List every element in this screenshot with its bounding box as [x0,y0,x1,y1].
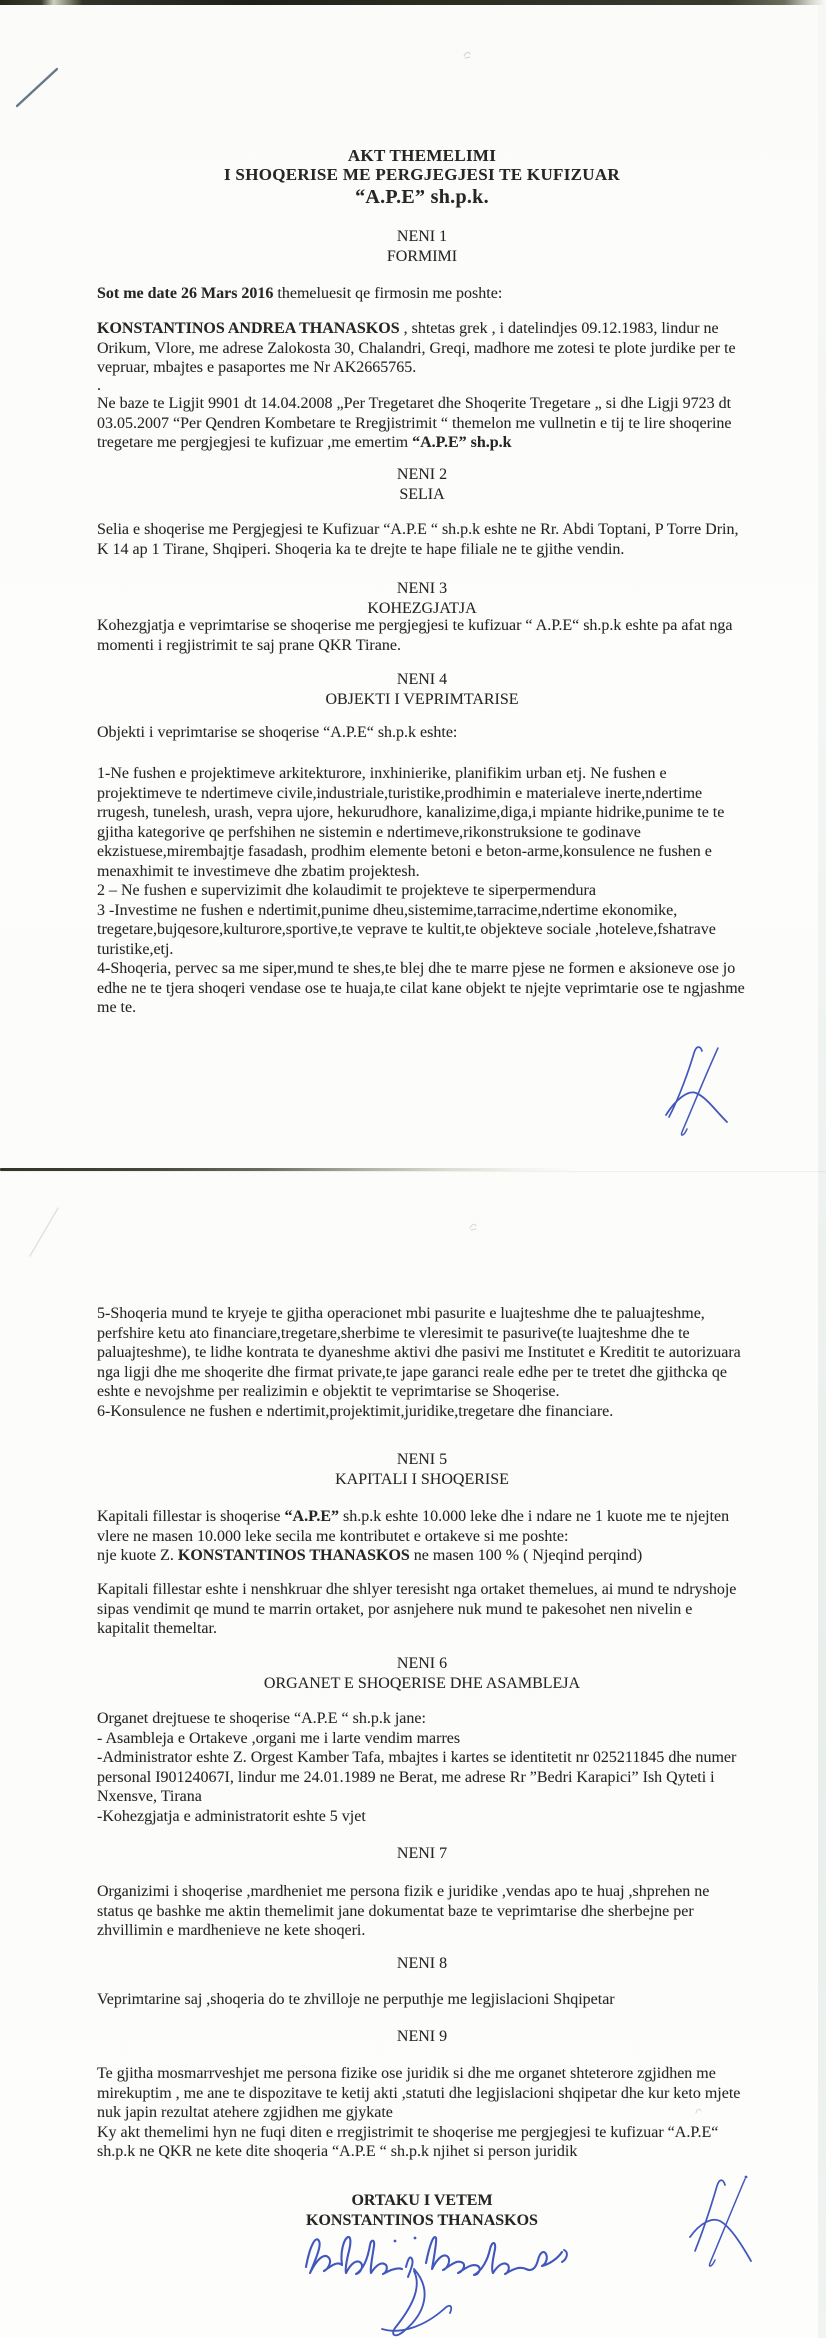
administrator-term-line: -Kohezgjatja e administratorit eshte 5 vjet [97,1807,366,1825]
title-line-1: AKT THEMELIMI [347,146,497,165]
neni5-heading-block [97,1450,747,1489]
scan-top-edge-strip [0,0,826,5]
neni6-subheading: ORGANET E SHOQERISE DHE ASAMBLEJA [263,1674,581,1692]
quota-text: nje kuote Z. [97,1547,178,1564]
neni1-subheading: FORMIMI [386,247,458,265]
neni7-heading-block [97,1844,747,1864]
founder-paragraph [97,319,747,378]
activity-item-5: 5-Shoqeria mund te kryeje te gjitha operacionet mbi pasurite e luajteshme dhe te paluajteshme, perfshire ketu ato financiare,tregetare,sherbime te vleresimit te pasurive(te luajteshme dhe te paluajteshme), te lidhe kontrata te dyaneshme aktivi dhe pasivi me Institutet e Kreditit te autorizuara nga ligji dhe me shoqerite dhe firmat private,te jape garanci reale edhe per te tretet dhe gjithcka qe eshte e nevojshme per realizimin e objektit te veprimtarise se Shoqerise. [97,1305,741,1400]
neni4-heading-block [97,670,747,709]
governing-bodies-block [97,1709,747,1826]
activity-item-6: 6-Konsulence ne fushen e ndertimit,projektimit,juridike,tregetare dhe financiare. [97,1402,614,1420]
neni5-subheading: KAPITALI I SHOQERISE [335,1470,509,1488]
neni5-heading: NENI 5 [396,1451,448,1468]
neni6-heading: NENI 6 [396,1655,448,1672]
neni3-subheading: KOHEZGJATJA [367,599,477,617]
activity-list-continued [97,1304,747,1421]
closing-block [97,2191,747,2230]
neni8-heading-block [97,1954,747,1974]
neni3-heading-block [97,579,747,618]
intro-date: Sot me date 26 Mars 2016 [97,285,274,302]
neni1-heading: NENI 1 [396,228,448,245]
stray-dot-line: . [97,377,101,394]
pen-stroke-mark [15,66,59,108]
bleed-through-stroke [28,1206,60,1258]
quota-holder-name: KONSTANTINOS THANASKOS [177,1547,410,1564]
quota-share: ne masen 100 % ( Njeqind perqind) [409,1547,643,1564]
activity-item-3: 3 -Investime ne fushen e ndertimit,punime dheu,sistemime,tarracime,ndertime ekonomike, tregetare,bujqesore,kulturore,sportive,te veprave te kultit,te objekteve sociale ,hoteleve,fshatrave turistike,etj. [97,901,716,958]
legal-basis-paragraph [97,394,747,453]
founder-details: , shtetas grek , i datelindjes 09.12.1983, lindur ne Orikum, Vlore, me adrese Zalokosta 30, Chalandri, Greqi, madhore me zotesi te plote jurdike per te vepruar, mbajtes e pasaportes me Nr AK2665765. [97,320,736,376]
neni3-body: Kohezgjatja e veprimtarise se shoqerise me pergjegjesi te kufizuar “ A.P.E“ sh.p.k eshte pa afat nga momenti i regjistrimit te saj prane QKR Tirane. [97,617,733,654]
activity-item-1: 1-Ne fushen e projektimeve arkitekturore, inxhinierike, planifikim urban etj. Ne fushen e projektimeve te ndertimeve civile,industriale,turistike,prodhimin e materialeve inerte,ndertime rrugesh, tunelesh, urash, vepra ujore, hekurudhore, kanalizime,diga,i mpiante hidrike,punime te te gjitha kategorive qe perfshihen ne sistemin e ndertimeve,rikonstruksione te godinave ekzistuese,mirembajtje fasadash, prodhim elemente betoni e beton-arme,konsulence ne fushen e menaxhimit te investimeve dhe zbatim projektesh. [97,765,725,880]
sole-partner-label: ORTAKU I VETEM [351,2192,493,2209]
capital-company-name: “A.P.E” [284,1508,340,1525]
governing-bodies-lead: Organet drejtuese te shoqerise “A.P.E “ sh.p.k jane: [97,1710,426,1727]
founder-initials-signature-2 [683,2173,757,2271]
founder-initials-signature [658,1042,734,1142]
neni7-body: Organizimi i shoqerise ,mardheniet me persona fizik e juridike ,vendas apo te huaj ,shprehen ne status qe bashke me aktin themelimit jane dokumentat baze te veprimtarise dhe sherbejne per zhvillimin e mardhenieve ne kete shoqeri. [97,1883,710,1939]
company-name-title: “A.P.E” sh.p.k. [355,186,489,208]
neni2-body: Selia e shoqerise me Pergjegjesi te Kufizuar “A.P.E “ sh.p.k eshte ne Rr. Abdi Toptani, P Torre Drin, K 14 ap 1 Tirane, Shqiperi. Shoqeria ka te drejte te hape filiale ne te gjithe vendin. [97,521,739,558]
founder-full-signature [298,2229,580,2338]
intro-rest: themeluesit qe firmosin me poshte: [273,285,503,302]
neni2-heading: NENI 2 [396,466,448,483]
title-line-2: I SHOQERISE ME PERGJEGJESI TE KUFIZUAR [223,165,621,184]
neni4-lead: Objekti i veprimtarise se shoqerise “A.P.E“ sh.p.k eshte: [97,724,458,741]
capital-text-cont: sh.p.k eshte 10.000 leke dhe i ndare ne 1 kuote me te njejten vlere ne masen 10.000 leke secila me kontributet e ortakeve si me poshte: [97,1508,730,1545]
capital-text: Kapitali fillestar is shoqerise [97,1508,285,1525]
neni3-heading: NENI 3 [396,580,448,597]
activity-item-4: 4-Shoqeria, pervec sa me siper,mund te shes,te blej dhe te marre pjese ne formen e aksioneve ose jo edhe ne te tjera shoqeri vendase ose te huaja,te cilat kane objekt te njejte veprimtarie ose te ngjashme me te. [97,960,745,1016]
neni4-subheading: OBJEKTI I VEPRIMTARISE [325,690,519,708]
assembly-line: - Asambleja e Ortakeve ,organi me i larte vendim marres [97,1729,461,1747]
legal-company-name: “A.P.E” sh.p.k [412,434,512,451]
neni9-heading: NENI 9 [396,2028,448,2045]
capital-paragraph [97,1507,747,1566]
document-title [97,146,747,209]
page-separator-line [0,1168,826,1171]
capital-subscription-paragraph: Kapitali fillestar eshte i nenshkruar dhe shlyer teresisht nga ortaket themelues, ai mund te ndryshoje sipas vendimit qe mund te marrin ortaket, por asnjehere nuk mund te pakesohet nen nivelin e kapitalit themeltar. [97,1581,737,1637]
scan-smudge-icon [468,1220,478,1232]
founder-name: KONSTANTINOS ANDREA THANASKOS [97,320,400,337]
activity-item-2: 2 – Ne fushen e supervizimit dhe kolaudimit te projekteve te siperpermendura [97,882,596,899]
administrator-line: -Administrator eshte Z. Orgest Kamber Tafa, mbajtes i kartes se identitetit nr 025211845 dhe numer personal I90124067I, lindur me 24.01.1989 ne Berat, me adrese Rr ”Bedri Karapici” Ish Qyteti i Nxensve, Tirana [97,1749,737,1805]
intro-paragraph [97,284,747,304]
neni2-heading-block [97,465,747,504]
neni4-heading: NENI 4 [396,671,448,688]
legal-basis-text: Ne baze te Ligjit 9901 dt 14.04.2008 „Per Tregetaret dhe Shoqerite Tregetare „ si dhe Ligji 9723 dt 03.05.2007 “Per Qendren Kombetare te Rregjistrimit “ themelon me vullnetin e tij te lire shoqerine tregetare me pergjegjesi te kufizuar ,me emertim [97,395,732,451]
neni9-body [97,2064,747,2162]
neni9-heading-block [97,2027,747,2047]
neni2-subheading: SELIA [399,485,445,503]
disputes-paragraph: Te gjitha mosmarrveshjet me persona fizike ose juridik si dhe me organet shteterore zgjidhen me mirekuptim , me ane te dispozitave te ketij akti ,statuti dhe legjislacioni shqipetar dhe kur keto mjete nuk japin rezultat atehere zgjidhen me gjykate [97,2065,741,2121]
neni8-body: Veprimtarine saj ,shoqeria do te zhvilloje ne perputhje me legjislacioni Shqipetar [97,1991,615,2008]
neni4-activity-list [97,764,747,1018]
neni8-heading: NENI 8 [396,1955,448,1972]
entry-into-force-paragraph: Ky akt themelimi hyn ne fuqi diten e rregjistrimit te shoqerise me pergjegjesi te kufizuar “A.P.E“ sh.p.k ne QKR ne kete dite shoqeria “A.P.E “ sh.p.k njihet si person juridik [97,2123,719,2160]
neni1-heading-block [97,227,747,266]
neni7-heading: NENI 7 [396,1845,448,1862]
sole-partner-name: KONSTANTINOS THANASKOS [306,2211,538,2229]
neni6-heading-block [97,1654,747,1693]
scan-smudge-icon [462,48,472,60]
